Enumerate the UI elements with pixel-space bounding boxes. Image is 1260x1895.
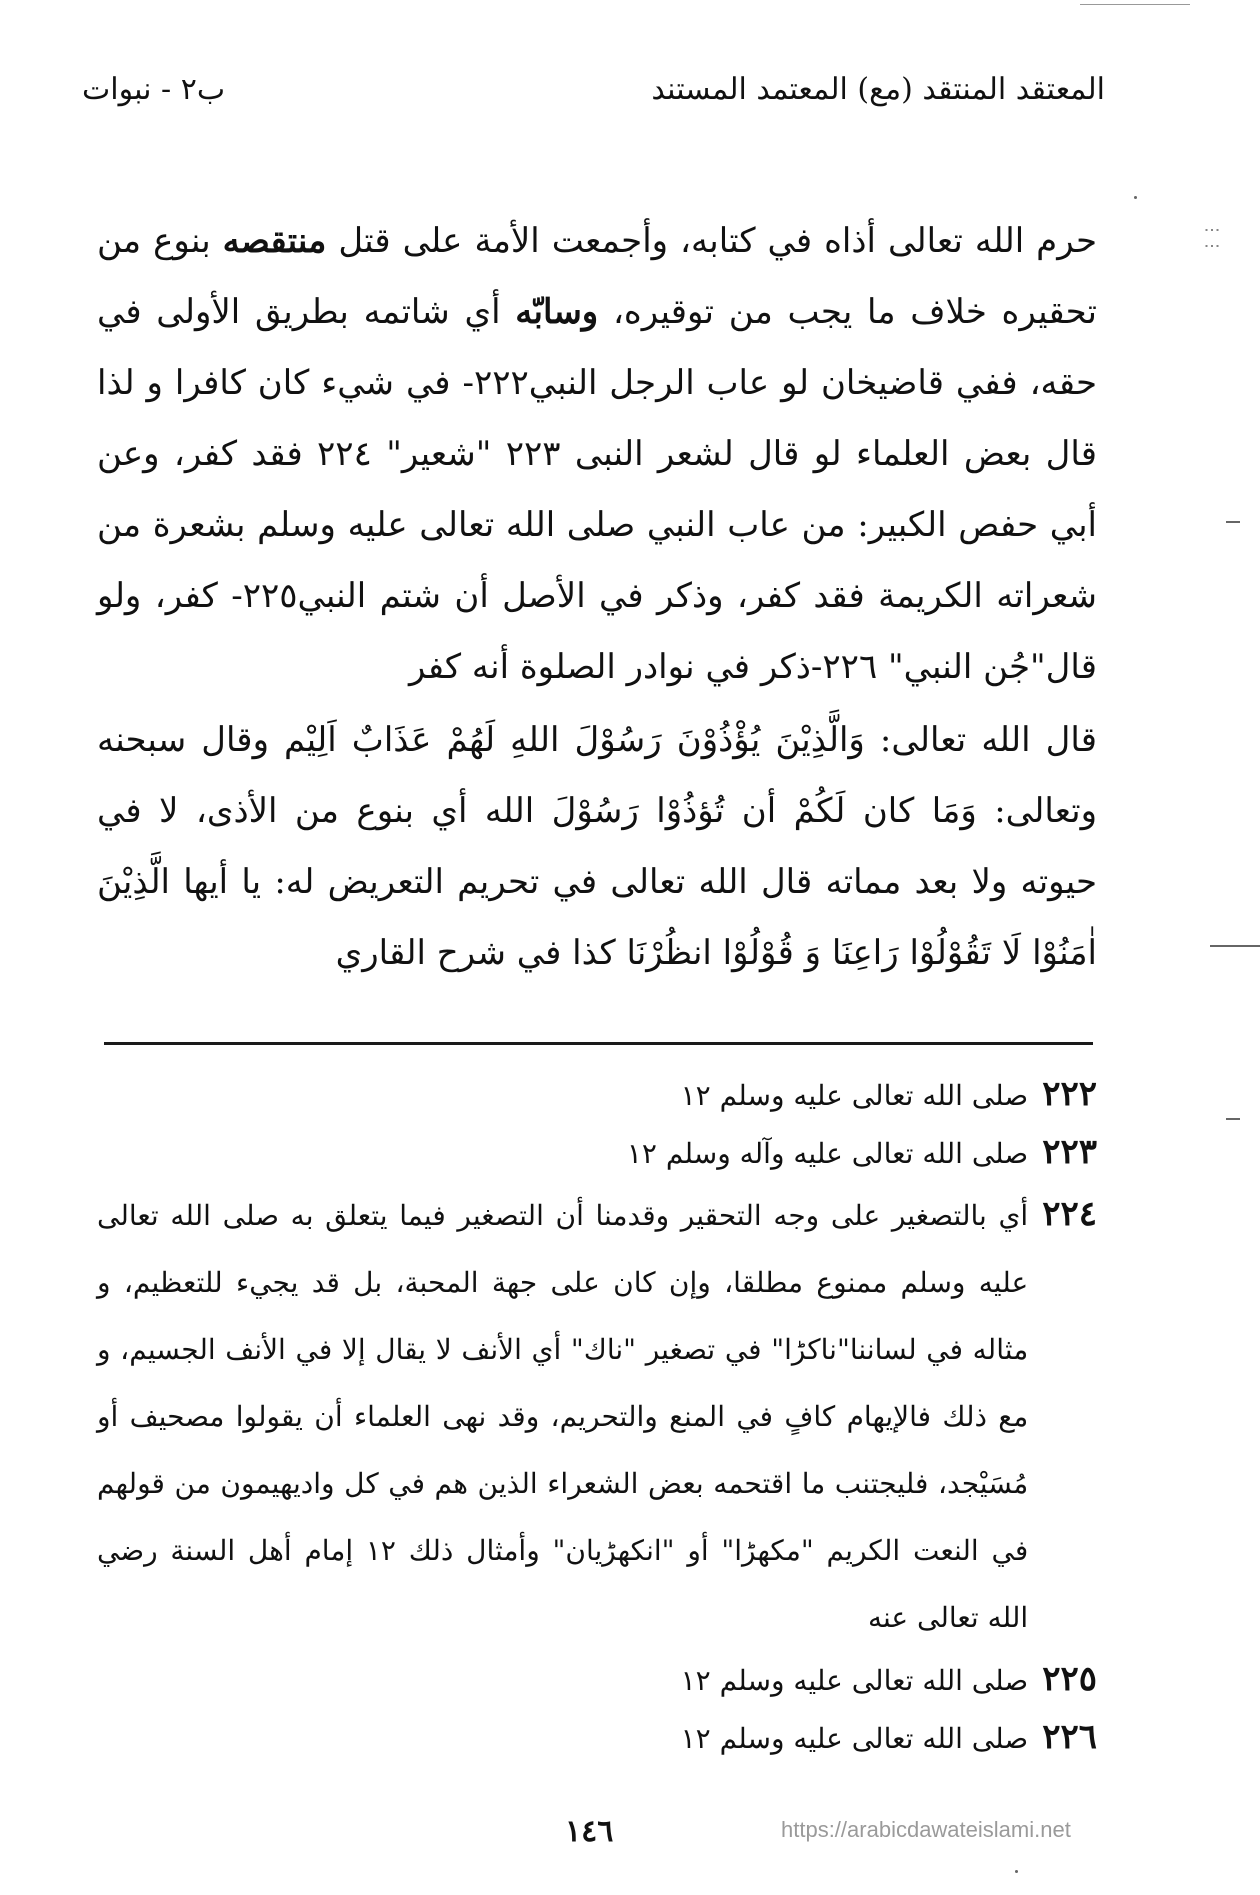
scan-speck	[1015, 1870, 1018, 1873]
emphasis-muntaqisuhu: منتقصه	[222, 221, 327, 261]
emphasis-sabbuhu: وسابّه	[515, 292, 599, 332]
footnote-number: ٢٢٤	[1042, 1194, 1097, 1234]
footnote-226	[97, 1709, 1097, 1767]
main-text	[97, 206, 1097, 989]
watermark-url: https://arabicdawateislami.net	[781, 1817, 1071, 1842]
footnote-text: صلى الله تعالى عليه وآله وسلم ١٢	[626, 1137, 1029, 1170]
paragraph-1: حرم الله تعالى أذاه في كتابه، وأجمعت الأمة على قتل منتقصه بنوع من تحقيره خلاف ما يجب من توقيره، وسابّه أي شاتمه بطريق الأولى في حقه، ففي قاضيخان لو عاب الرجل النبي٢٢٢- في شيء كان كافرا و لذا قال بعض العلماء لو قال لشعر النبى ٢٢٣ "شعير" ٢٢٤ فقد كفر، وعن أبي حفص الكبير: من عاب النبي صلى الله تعالى عليه وسلم بشعرة من شعراته الكريمة فقد كفر، وذكر في الأصل أن شتم النبي٢٢٥- كفر، ولو قال"جُن النبي" ٢٢٦-ذكر في نوادر الصلوة أنه كفر	[97, 221, 1097, 687]
scan-speck	[1134, 196, 1137, 199]
footnote-225	[97, 1651, 1097, 1709]
footnote-number: ٢٢٦	[1042, 1717, 1097, 1757]
footnote-224	[97, 1182, 1097, 1651]
running-header-title: المعتقد المنتقد (مع) المعتمد المستند	[651, 72, 1105, 107]
footnote-text: صلى الله تعالى عليه وسلم ١٢	[680, 1664, 1029, 1697]
footnote-223	[97, 1124, 1097, 1182]
footnotes	[97, 1066, 1097, 1767]
page-number: ١٤٦	[565, 1814, 614, 1849]
footnote-text: صلى الله تعالى عليه وسلم ١٢	[680, 1722, 1029, 1755]
footnote-text: أي بالتصغير على وجه التحقير وقدمنا أن التصغير فيما يتعلق به صلى الله تعالى عليه وسلم ممنوع مطلقا، وإن كان على جهة المحبة، بل قد يجيء للتعظيم، و مثاله في لساننا"ناكڑا" في تصغير "ناك" أي الأنف لا يقال إلا في الأنف الجسيم، و مع ذلك فالإيهام كافٍ في المنع والتحريم، وقد نهى العلماء أن يقولوا مصحيف أو مُسَيْجد، فليجتنب ما اقتحمه بعض الشعراء الذين هم في كل واديهيمون من قولهم في النعت الكريم "مكهڑا" أو "انكهڑيان" وأمثال ذلك ١٢ إمام أهل السنة رضي الله تعالى عنه	[97, 1199, 1029, 1634]
scan-top-edge	[1080, 4, 1190, 5]
footnote-text: صلى الله تعالى عليه وسلم ١٢	[680, 1079, 1029, 1112]
scan-tick-mark	[1226, 521, 1240, 523]
scan-tick-mark	[1210, 945, 1260, 947]
running-header-section: ب٢ - نبوات	[82, 72, 226, 107]
scan-tick-mark	[1226, 1118, 1240, 1120]
footnote-number: ٢٢٥	[1042, 1659, 1097, 1699]
footnote-separator	[104, 1042, 1093, 1045]
footnote-number: ٢٢٢	[1042, 1074, 1097, 1114]
footnote-number: ٢٢٣	[1042, 1132, 1097, 1172]
paragraph-2: قال الله تعالى: وَالَّذِيْنَ يُؤْذُوْنَ رَسُوْلَ اللهِ لَهُمْ عَذَابٌ اَلِيْم وقال سبحنه وتعالى: وَمَا كان لَكُمْ أن تُؤذُوْا رَسُوْلَ الله أي بنوع من الأذى، لا في حيوته ولا بعد مماته قال الله تعالى في تحريم التعريض له: يا أيها الَّذِيْنَ اٰمَنُوْا لَا تَقُوْلُوْا رَاعِنَا وَ قُوْلُوْا انظُرْنَا كذا في شرح القاري	[97, 720, 1098, 973]
footnote-222	[97, 1066, 1097, 1124]
scan-edge-mark: ⋮⋮	[1203, 222, 1222, 254]
